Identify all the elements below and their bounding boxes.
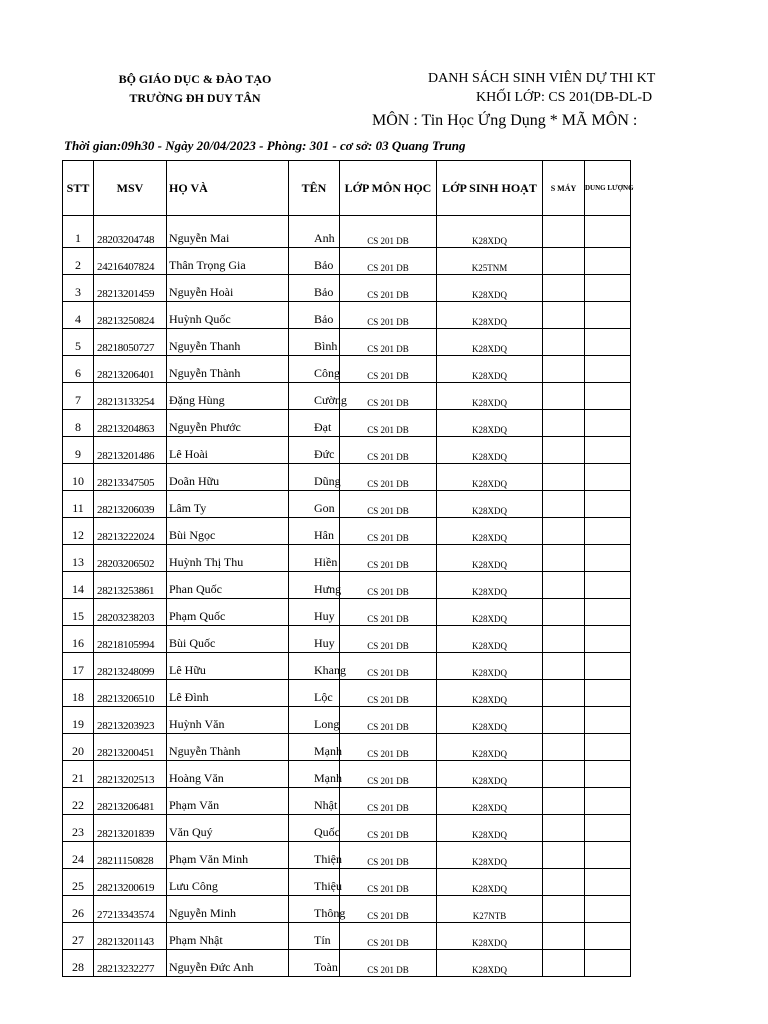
cell-lop-mon-hoc: CS 201 DB bbox=[340, 707, 437, 734]
cell-lop-sinh-hoat: K28XDQ bbox=[437, 680, 543, 707]
col-header-dung-luong: DUNG LƯỢNG bbox=[585, 161, 631, 216]
cell-stt: 9 bbox=[63, 437, 94, 464]
cell-lop-mon-hoc: CS 201 DB bbox=[340, 302, 437, 329]
cell-so-may bbox=[543, 545, 585, 572]
cell-ho: Thân Trọng Gia bbox=[167, 248, 289, 275]
cell-so-may bbox=[543, 216, 585, 248]
cell-dung-luong bbox=[585, 842, 631, 869]
cell-ten: Long bbox=[289, 707, 340, 734]
table-row bbox=[63, 491, 631, 518]
cell-stt: 17 bbox=[63, 653, 94, 680]
table-row bbox=[63, 626, 631, 653]
cell-dung-luong bbox=[585, 707, 631, 734]
table-row bbox=[63, 842, 631, 869]
cell-so-may bbox=[543, 815, 585, 842]
table-row bbox=[63, 356, 631, 383]
cell-lop-sinh-hoat: K28XDQ bbox=[437, 653, 543, 680]
cell-msv: 28211150828 bbox=[94, 842, 167, 869]
table-row bbox=[63, 518, 631, 545]
cell-stt: 7 bbox=[63, 383, 94, 410]
cell-ho: Phạm Nhật bbox=[167, 923, 289, 950]
table-row bbox=[63, 545, 631, 572]
cell-lop-sinh-hoat: K28XDQ bbox=[437, 275, 543, 302]
cell-msv: 28213206481 bbox=[94, 788, 167, 815]
table-row bbox=[63, 734, 631, 761]
cell-lop-mon-hoc: CS 201 DB bbox=[340, 680, 437, 707]
cell-dung-luong bbox=[585, 216, 631, 248]
cell-msv: 27213343574 bbox=[94, 896, 167, 923]
cell-ho: Văn Quý bbox=[167, 815, 289, 842]
col-header-so-may: S MÁY bbox=[543, 161, 585, 216]
cell-dung-luong bbox=[585, 383, 631, 410]
cell-lop-mon-hoc: CS 201 DB bbox=[340, 599, 437, 626]
cell-ho: Doãn Hữu bbox=[167, 464, 289, 491]
col-header-ho: HỌ VÀ bbox=[167, 161, 289, 216]
cell-so-may bbox=[543, 356, 585, 383]
cell-dung-luong bbox=[585, 923, 631, 950]
cell-msv: 28213201486 bbox=[94, 437, 167, 464]
table-row bbox=[63, 216, 631, 248]
cell-dung-luong bbox=[585, 491, 631, 518]
cell-msv: 28203206502 bbox=[94, 545, 167, 572]
cell-so-may bbox=[543, 788, 585, 815]
cell-dung-luong bbox=[585, 869, 631, 896]
cell-msv: 28213204863 bbox=[94, 410, 167, 437]
cell-lop-sinh-hoat: K28XDQ bbox=[437, 216, 543, 248]
class-block: KHỐI LỚP: CS 201(DB-DL-D bbox=[476, 90, 653, 105]
cell-stt: 5 bbox=[63, 329, 94, 356]
cell-ho: Lê Đình bbox=[167, 680, 289, 707]
cell-msv: 28213206039 bbox=[94, 491, 167, 518]
cell-lop-mon-hoc: CS 201 DB bbox=[340, 410, 437, 437]
cell-lop-mon-hoc: CS 201 DB bbox=[340, 383, 437, 410]
cell-so-may bbox=[543, 491, 585, 518]
cell-dung-luong bbox=[585, 599, 631, 626]
cell-lop-mon-hoc: CS 201 DB bbox=[340, 869, 437, 896]
cell-ho: Lưu Công bbox=[167, 869, 289, 896]
cell-msv: 28213347505 bbox=[94, 464, 167, 491]
cell-ho: Huỳnh Quốc bbox=[167, 302, 289, 329]
cell-so-may bbox=[543, 410, 585, 437]
cell-lop-sinh-hoat: K28XDQ bbox=[437, 356, 543, 383]
cell-ten: Nhật bbox=[289, 788, 340, 815]
table-row bbox=[63, 923, 631, 950]
cell-ten: Lộc bbox=[289, 680, 340, 707]
university-name: TRƯỜNG ĐH DUY TÂN bbox=[129, 91, 261, 105]
cell-stt: 14 bbox=[63, 572, 94, 599]
cell-stt: 16 bbox=[63, 626, 94, 653]
cell-msv: 28213203923 bbox=[94, 707, 167, 734]
cell-ten: Mạnh bbox=[289, 734, 340, 761]
cell-ten: Đạt bbox=[289, 410, 340, 437]
cell-lop-sinh-hoat: K28XDQ bbox=[437, 761, 543, 788]
cell-ho: Bùi Ngọc bbox=[167, 518, 289, 545]
cell-lop-sinh-hoat: K28XDQ bbox=[437, 518, 543, 545]
cell-ho: Phan Quốc bbox=[167, 572, 289, 599]
cell-so-may bbox=[543, 923, 585, 950]
cell-dung-luong bbox=[585, 356, 631, 383]
cell-ten: Bảo bbox=[289, 248, 340, 275]
cell-ten: Dũng bbox=[289, 464, 340, 491]
table-row bbox=[63, 302, 631, 329]
cell-stt: 2 bbox=[63, 248, 94, 275]
table-row bbox=[63, 707, 631, 734]
cell-dung-luong bbox=[585, 248, 631, 275]
cell-so-may bbox=[543, 302, 585, 329]
cell-lop-mon-hoc: CS 201 DB bbox=[340, 734, 437, 761]
cell-msv: 28213201839 bbox=[94, 815, 167, 842]
cell-lop-sinh-hoat: K28XDQ bbox=[437, 545, 543, 572]
cell-dung-luong bbox=[585, 437, 631, 464]
list-title: DANH SÁCH SINH VIÊN DỰ THI KT bbox=[428, 71, 656, 86]
cell-ho: Bùi Quốc bbox=[167, 626, 289, 653]
table-row bbox=[63, 680, 631, 707]
table-row bbox=[63, 275, 631, 302]
cell-lop-sinh-hoat: K28XDQ bbox=[437, 437, 543, 464]
cell-lop-sinh-hoat: K28XDQ bbox=[437, 707, 543, 734]
table-row bbox=[63, 788, 631, 815]
cell-msv: 28203238203 bbox=[94, 599, 167, 626]
cell-stt: 22 bbox=[63, 788, 94, 815]
cell-lop-mon-hoc: CS 201 DB bbox=[340, 329, 437, 356]
cell-stt: 28 bbox=[63, 950, 94, 977]
table-row bbox=[63, 464, 631, 491]
table-header-row bbox=[63, 161, 631, 216]
cell-stt: 12 bbox=[63, 518, 94, 545]
cell-stt: 15 bbox=[63, 599, 94, 626]
cell-msv: 28213248099 bbox=[94, 653, 167, 680]
table-row bbox=[63, 599, 631, 626]
cell-dung-luong bbox=[585, 950, 631, 977]
cell-so-may bbox=[543, 680, 585, 707]
cell-ten: Bình bbox=[289, 329, 340, 356]
cell-stt: 10 bbox=[63, 464, 94, 491]
cell-msv: 28213201143 bbox=[94, 923, 167, 950]
cell-ho: Nguyễn Thành bbox=[167, 734, 289, 761]
cell-dung-luong bbox=[585, 815, 631, 842]
cell-so-may bbox=[543, 437, 585, 464]
cell-stt: 3 bbox=[63, 275, 94, 302]
cell-ten: Thiện bbox=[289, 842, 340, 869]
cell-ho: Nguyễn Minh bbox=[167, 896, 289, 923]
cell-lop-mon-hoc: CS 201 DB bbox=[340, 491, 437, 518]
cell-msv: 28213200619 bbox=[94, 869, 167, 896]
cell-ten: Bảo bbox=[289, 275, 340, 302]
cell-lop-sinh-hoat: K28XDQ bbox=[437, 626, 543, 653]
cell-stt: 27 bbox=[63, 923, 94, 950]
cell-lop-mon-hoc: CS 201 DB bbox=[340, 815, 437, 842]
cell-lop-sinh-hoat: K28XDQ bbox=[437, 788, 543, 815]
cell-ten: Tín bbox=[289, 923, 340, 950]
col-header-lop-mon-hoc: LỚP MÔN HỌC bbox=[340, 161, 437, 216]
table-row bbox=[63, 869, 631, 896]
cell-lop-sinh-hoat: K25TNM bbox=[437, 248, 543, 275]
cell-lop-sinh-hoat: K28XDQ bbox=[437, 950, 543, 977]
cell-ho: Nguyễn Hoài bbox=[167, 275, 289, 302]
cell-stt: 19 bbox=[63, 707, 94, 734]
cell-dung-luong bbox=[585, 788, 631, 815]
cell-stt: 23 bbox=[63, 815, 94, 842]
cell-msv: 28213201459 bbox=[94, 275, 167, 302]
cell-ho: Phạm Quốc bbox=[167, 599, 289, 626]
cell-lop-sinh-hoat: K28XDQ bbox=[437, 842, 543, 869]
cell-stt: 18 bbox=[63, 680, 94, 707]
table-row bbox=[63, 329, 631, 356]
cell-ten: Gon bbox=[289, 491, 340, 518]
cell-lop-sinh-hoat: K28XDQ bbox=[437, 302, 543, 329]
cell-lop-mon-hoc: CS 201 DB bbox=[340, 626, 437, 653]
student-roster-table bbox=[62, 160, 634, 977]
cell-stt: 20 bbox=[63, 734, 94, 761]
cell-dung-luong bbox=[585, 653, 631, 680]
cell-lop-sinh-hoat: K28XDQ bbox=[437, 464, 543, 491]
ministry-name: BỘ GIÁO DỤC & ĐÀO TẠO bbox=[118, 72, 272, 86]
cell-dung-luong bbox=[585, 680, 631, 707]
cell-ten: Hưng bbox=[289, 572, 340, 599]
col-header-stt: STT bbox=[63, 161, 94, 216]
cell-stt: 13 bbox=[63, 545, 94, 572]
cell-stt: 26 bbox=[63, 896, 94, 923]
cell-ho: Nguyễn Mai bbox=[167, 216, 289, 248]
cell-lop-sinh-hoat: K28XDQ bbox=[437, 410, 543, 437]
cell-lop-mon-hoc: CS 201 DB bbox=[340, 518, 437, 545]
cell-ho: Phạm Văn bbox=[167, 788, 289, 815]
cell-so-may bbox=[543, 626, 585, 653]
cell-so-may bbox=[543, 896, 585, 923]
table-row bbox=[63, 950, 631, 977]
cell-so-may bbox=[543, 734, 585, 761]
cell-ho: Nguyễn Thanh bbox=[167, 329, 289, 356]
cell-ten: Mạnh bbox=[289, 761, 340, 788]
table-row bbox=[63, 815, 631, 842]
cell-msv: 28218050727 bbox=[94, 329, 167, 356]
cell-msv: 24216407824 bbox=[94, 248, 167, 275]
cell-so-may bbox=[543, 653, 585, 680]
table-row bbox=[63, 761, 631, 788]
cell-ten: Công bbox=[289, 356, 340, 383]
cell-ho: Đặng Hùng bbox=[167, 383, 289, 410]
cell-ten: Quốc bbox=[289, 815, 340, 842]
cell-msv: 28213250824 bbox=[94, 302, 167, 329]
cell-msv: 28218105994 bbox=[94, 626, 167, 653]
cell-so-may bbox=[543, 599, 585, 626]
cell-dung-luong bbox=[585, 518, 631, 545]
cell-ho: Nguyễn Đức Anh bbox=[167, 950, 289, 977]
cell-so-may bbox=[543, 518, 585, 545]
cell-msv: 28213232277 bbox=[94, 950, 167, 977]
table-row bbox=[63, 437, 631, 464]
cell-lop-mon-hoc: CS 201 DB bbox=[340, 923, 437, 950]
cell-lop-mon-hoc: CS 201 DB bbox=[340, 545, 437, 572]
cell-ten: Anh bbox=[289, 216, 340, 248]
cell-lop-sinh-hoat: K28XDQ bbox=[437, 329, 543, 356]
cell-lop-sinh-hoat: K28XDQ bbox=[437, 815, 543, 842]
cell-so-may bbox=[543, 761, 585, 788]
cell-so-may bbox=[543, 707, 585, 734]
cell-ten: Toàn bbox=[289, 950, 340, 977]
cell-dung-luong bbox=[585, 410, 631, 437]
cell-dung-luong bbox=[585, 896, 631, 923]
table-row bbox=[63, 896, 631, 923]
cell-lop-mon-hoc: CS 201 DB bbox=[340, 761, 437, 788]
table-row bbox=[63, 248, 631, 275]
institution-header bbox=[80, 70, 310, 108]
cell-lop-sinh-hoat: K28XDQ bbox=[437, 572, 543, 599]
cell-ten: Đức bbox=[289, 437, 340, 464]
exam-info: Thời gian:09h30 - Ngày 20/04/2023 - Phòng: 301 - cơ sở: 03 Quang Trung bbox=[64, 138, 466, 153]
cell-ho: Lê Hoài bbox=[167, 437, 289, 464]
cell-ho: Lê Hữu bbox=[167, 653, 289, 680]
cell-lop-mon-hoc: CS 201 DB bbox=[340, 788, 437, 815]
cell-msv: 28213206401 bbox=[94, 356, 167, 383]
cell-lop-mon-hoc: CS 201 DB bbox=[340, 572, 437, 599]
cell-stt: 1 bbox=[63, 216, 94, 248]
cell-lop-sinh-hoat: K27NTB bbox=[437, 896, 543, 923]
cell-lop-mon-hoc: CS 201 DB bbox=[340, 653, 437, 680]
cell-dung-luong bbox=[585, 464, 631, 491]
cell-lop-sinh-hoat: K28XDQ bbox=[437, 734, 543, 761]
cell-lop-mon-hoc: CS 201 DB bbox=[340, 464, 437, 491]
cell-lop-mon-hoc: CS 201 DB bbox=[340, 437, 437, 464]
cell-lop-mon-hoc: CS 201 DB bbox=[340, 950, 437, 977]
col-header-ten: TÊN bbox=[289, 161, 340, 216]
cell-dung-luong bbox=[585, 545, 631, 572]
cell-dung-luong bbox=[585, 734, 631, 761]
cell-ten: Huy bbox=[289, 626, 340, 653]
cell-ten: Thông bbox=[289, 896, 340, 923]
cell-ho: Nguyễn Thành bbox=[167, 356, 289, 383]
cell-ten: Thiệu bbox=[289, 869, 340, 896]
cell-lop-mon-hoc: CS 201 DB bbox=[340, 248, 437, 275]
cell-ten: Khang bbox=[289, 653, 340, 680]
cell-msv: 28213202513 bbox=[94, 761, 167, 788]
cell-msv: 28213133254 bbox=[94, 383, 167, 410]
cell-lop-sinh-hoat: K28XDQ bbox=[437, 491, 543, 518]
cell-so-may bbox=[543, 464, 585, 491]
cell-msv: 28213206510 bbox=[94, 680, 167, 707]
cell-so-may bbox=[543, 275, 585, 302]
cell-ho: Huỳnh Văn bbox=[167, 707, 289, 734]
cell-ho: Nguyễn Phước bbox=[167, 410, 289, 437]
cell-stt: 6 bbox=[63, 356, 94, 383]
cell-msv: 28213222024 bbox=[94, 518, 167, 545]
cell-lop-sinh-hoat: K28XDQ bbox=[437, 869, 543, 896]
cell-so-may bbox=[543, 383, 585, 410]
cell-ho: Hoàng Văn bbox=[167, 761, 289, 788]
cell-stt: 25 bbox=[63, 869, 94, 896]
cell-ten: Hân bbox=[289, 518, 340, 545]
cell-so-may bbox=[543, 248, 585, 275]
cell-lop-mon-hoc: CS 201 DB bbox=[340, 842, 437, 869]
cell-dung-luong bbox=[585, 761, 631, 788]
table-row bbox=[63, 572, 631, 599]
table-body bbox=[63, 216, 631, 977]
cell-lop-mon-hoc: CS 201 DB bbox=[340, 275, 437, 302]
cell-msv: 28203204748 bbox=[94, 216, 167, 248]
cell-stt: 8 bbox=[63, 410, 94, 437]
table-row bbox=[63, 653, 631, 680]
cell-lop-sinh-hoat: K28XDQ bbox=[437, 599, 543, 626]
cell-ten: Bảo bbox=[289, 302, 340, 329]
col-header-lop-sinh-hoat: LỚP SINH HOẠT bbox=[437, 161, 543, 216]
cell-dung-luong bbox=[585, 329, 631, 356]
cell-dung-luong bbox=[585, 302, 631, 329]
cell-stt: 4 bbox=[63, 302, 94, 329]
cell-so-may bbox=[543, 329, 585, 356]
cell-msv: 28213253861 bbox=[94, 572, 167, 599]
cell-msv: 28213200451 bbox=[94, 734, 167, 761]
cell-lop-mon-hoc: CS 201 DB bbox=[340, 356, 437, 383]
cell-stt: 24 bbox=[63, 842, 94, 869]
cell-ho: Huỳnh Thị Thu bbox=[167, 545, 289, 572]
cell-dung-luong bbox=[585, 572, 631, 599]
cell-lop-sinh-hoat: K28XDQ bbox=[437, 923, 543, 950]
cell-stt: 11 bbox=[63, 491, 94, 518]
cell-so-may bbox=[543, 869, 585, 896]
cell-so-may bbox=[543, 950, 585, 977]
cell-dung-luong bbox=[585, 275, 631, 302]
cell-ho: Lâm Ty bbox=[167, 491, 289, 518]
table-row bbox=[63, 410, 631, 437]
cell-dung-luong bbox=[585, 626, 631, 653]
subject-line: MÔN : Tin Học Ứng Dụng * MÃ MÔN : bbox=[372, 112, 638, 129]
cell-ten: Hiền bbox=[289, 545, 340, 572]
cell-ho: Phạm Văn Minh bbox=[167, 842, 289, 869]
cell-ten: Cường bbox=[289, 383, 340, 410]
col-header-msv: MSV bbox=[94, 161, 167, 216]
cell-lop-mon-hoc: CS 201 DB bbox=[340, 216, 437, 248]
cell-so-may bbox=[543, 842, 585, 869]
cell-so-may bbox=[543, 572, 585, 599]
cell-lop-sinh-hoat: K28XDQ bbox=[437, 383, 543, 410]
cell-lop-mon-hoc: CS 201 DB bbox=[340, 896, 437, 923]
cell-stt: 21 bbox=[63, 761, 94, 788]
table-row bbox=[63, 383, 631, 410]
cell-ten: Huy bbox=[289, 599, 340, 626]
